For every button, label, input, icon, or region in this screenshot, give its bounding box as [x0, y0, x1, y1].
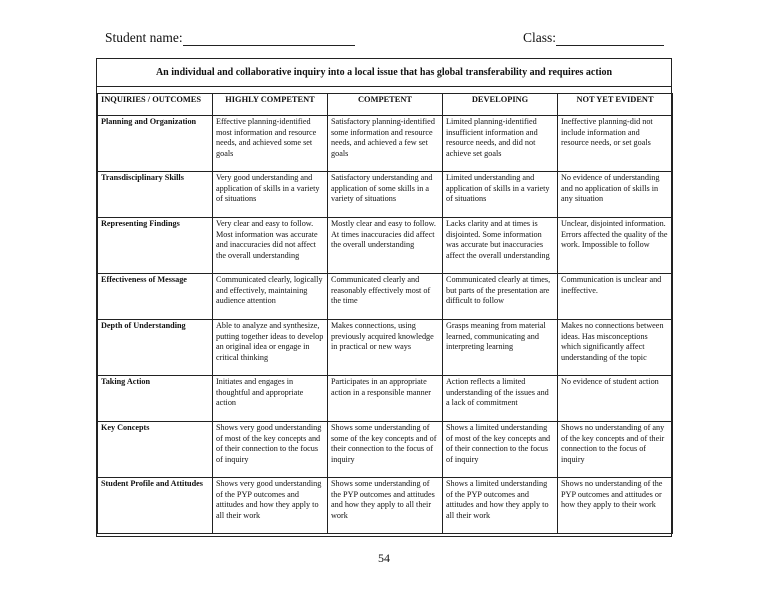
student-name-blank	[183, 33, 355, 46]
descriptor-cell: No evidence of understanding and no application of skills in any situation	[558, 172, 673, 218]
column-header-highly-competent: HIGHLY COMPETENT	[213, 94, 328, 116]
criterion-cell: Representing Findings	[98, 218, 213, 274]
descriptor-cell: Action reflects a limited understanding of the issues and a lack of commitment	[443, 376, 558, 422]
table-row	[98, 320, 673, 376]
descriptor-cell: Lacks clarity and at times is disjointed. Some information was accurate but inaccuracies affect the overall understanding	[443, 218, 558, 274]
descriptor-cell: Unclear, disjointed information. Errors affected the quality of the work. Impossible to follow	[558, 218, 673, 274]
header-row	[98, 94, 673, 116]
column-header-outcomes: INQUIRIES / OUTCOMES	[98, 94, 213, 116]
descriptor-cell: Very clear and easy to follow. Most information was accurate and inaccuracies did not affect the overall understanding	[213, 218, 328, 274]
student-name-label: Student name:	[105, 30, 183, 45]
descriptor-cell: Limited planning-identified insufficient information and resource needs, and did not achieve set goals	[443, 116, 558, 172]
criterion-cell: Planning and Organization	[98, 116, 213, 172]
descriptor-cell: Communicated clearly and reasonably effectively most of the time	[328, 274, 443, 320]
rubric-title: An individual and collaborative inquiry into a local issue that has global transferability and requires action	[97, 59, 671, 87]
descriptor-cell: Shows very good understanding of most of the key concepts and of their connection to the focus of inquiry	[213, 422, 328, 478]
descriptor-cell: Shows some understanding of some of the key concepts and of their connection to the focus of inquiry	[328, 422, 443, 478]
student-name-field	[105, 30, 355, 46]
descriptor-cell: Communicated clearly at times, but parts of the presentation are difficult to follow	[443, 274, 558, 320]
class-field	[523, 30, 664, 46]
descriptor-cell: Communication is unclear and ineffective.	[558, 274, 673, 320]
table-row	[98, 116, 673, 172]
descriptor-cell: Able to analyze and synthesize, putting together ideas to develop an original idea or engage in critical thinking	[213, 320, 328, 376]
column-header-competent: COMPETENT	[328, 94, 443, 116]
descriptor-cell: Satisfactory understanding and application of some skills in a variety of situations	[328, 172, 443, 218]
descriptor-cell: Shows no understanding of any of the key concepts and of their connection to the focus of inquiry	[558, 422, 673, 478]
descriptor-cell: Ineffective planning-did not include information and resource needs, or set goals	[558, 116, 673, 172]
descriptor-cell: Participates in an appropriate action in a responsible manner	[328, 376, 443, 422]
rubric-table	[97, 93, 673, 534]
descriptor-cell: Initiates and engages in thoughtful and appropriate action	[213, 376, 328, 422]
criterion-cell: Student Profile and Attitudes	[98, 478, 213, 534]
descriptor-cell: Shows no understanding of the PYP outcomes and attitudes or how they apply to their work	[558, 478, 673, 534]
descriptor-cell: Shows a limited understanding of the PYP outcomes and attitudes and how they apply to all their work	[443, 478, 558, 534]
table-row	[98, 478, 673, 534]
criterion-cell: Depth of Understanding	[98, 320, 213, 376]
descriptor-cell: Very good understanding and application of skills in a variety of situations	[213, 172, 328, 218]
descriptor-cell: Effective planning-identified most information and resource needs, and achieved some set goals	[213, 116, 328, 172]
criterion-cell: Effectiveness of Message	[98, 274, 213, 320]
descriptor-cell: Shows a limited understanding of most of the key concepts and of their connection to the focus of inquiry	[443, 422, 558, 478]
descriptor-cell: Limited understanding and application of skills in a variety of situations	[443, 172, 558, 218]
rubric	[96, 58, 672, 537]
criterion-cell: Taking Action	[98, 376, 213, 422]
descriptor-cell: Mostly clear and easy to follow. At times inaccuracies did affect the overall understanding	[328, 218, 443, 274]
descriptor-cell: Makes connections, using previously acquired knowledge in practical or new ways	[328, 320, 443, 376]
page-number: 54	[378, 551, 390, 565]
descriptor-cell: Satisfactory planning-identified some information and resource needs, and achieved a few set goals	[328, 116, 443, 172]
descriptor-cell: No evidence of student action	[558, 376, 673, 422]
table-row	[98, 218, 673, 274]
descriptor-cell: Grasps meaning from material learned, communicating and interpreting learning	[443, 320, 558, 376]
class-label: Class:	[523, 30, 557, 45]
criterion-cell: Transdisciplinary Skills	[98, 172, 213, 218]
table-row	[98, 376, 673, 422]
descriptor-cell: Shows very good understanding of the PYP outcomes and attitudes and how they apply to all their work	[213, 478, 328, 534]
table-row	[98, 172, 673, 218]
column-header-not-yet-evident: NOT YET EVIDENT	[558, 94, 673, 116]
table-row	[98, 274, 673, 320]
criterion-cell: Key Concepts	[98, 422, 213, 478]
column-header-developing: DEVELOPING	[443, 94, 558, 116]
descriptor-cell: Makes no connections between ideas. Has misconceptions which significantly affect understanding of the topic	[558, 320, 673, 376]
descriptor-cell: Shows some understanding of the PYP outcomes and attitudes and how they apply to all their work	[328, 478, 443, 534]
descriptor-cell: Communicated clearly, logically and effectively, maintaining audience attention	[213, 274, 328, 320]
table-row	[98, 422, 673, 478]
class-blank	[556, 33, 664, 46]
